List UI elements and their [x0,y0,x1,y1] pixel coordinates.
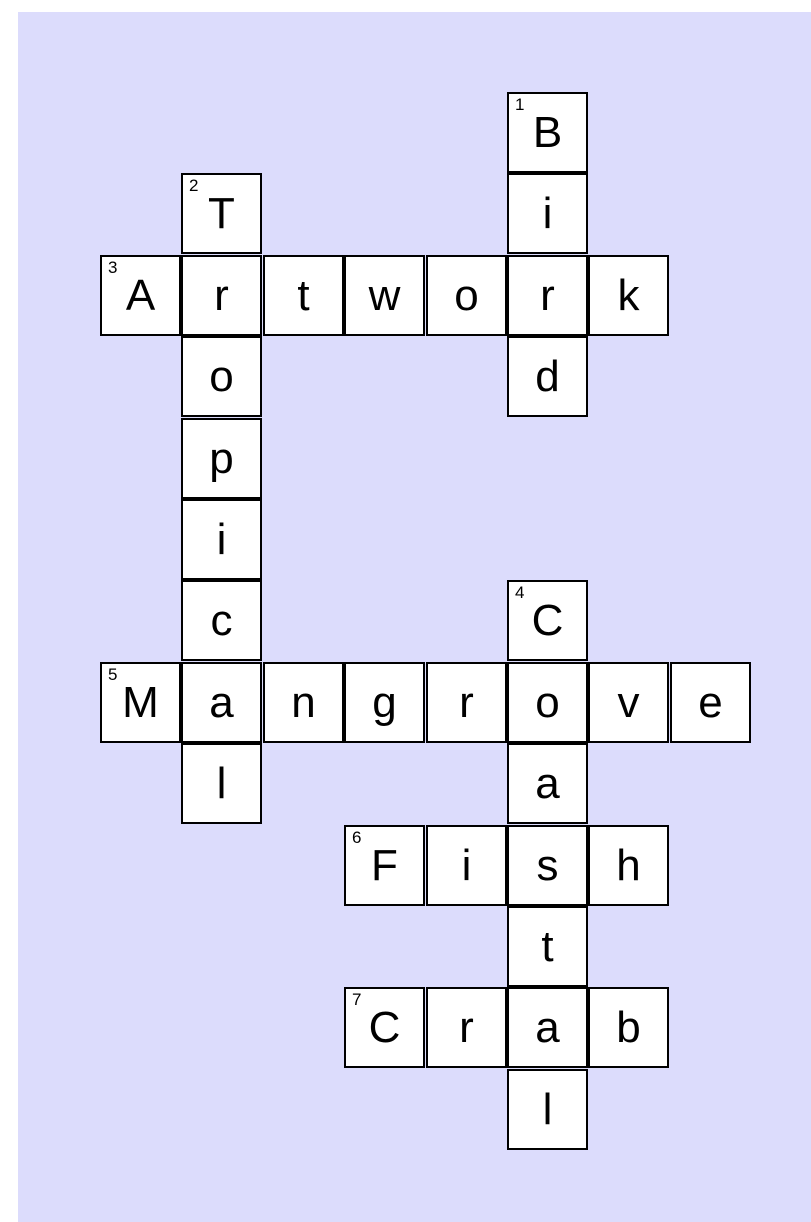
cell-letter: o [535,677,560,727]
cell-letter: o [209,351,234,401]
grid-cell[interactable] [263,255,344,336]
cell-letter: A [125,270,156,320]
grid-cell[interactable] [507,825,588,906]
grid-cell[interactable] [344,662,425,743]
grid-cell[interactable] [181,743,262,824]
grid-cell[interactable] [507,906,588,987]
clue-number: 3 [108,258,118,277]
grid-cell[interactable] [670,662,751,743]
grid-cell[interactable] [426,255,507,336]
grid-cell[interactable] [588,662,669,743]
grid-cell[interactable] [100,662,181,743]
cell-letter: w [368,270,401,320]
cell-letter: B [532,107,563,157]
cell-letter: i [216,514,227,564]
clue-number: 5 [108,665,118,684]
grid-cell[interactable] [100,255,181,336]
grid-cell[interactable] [344,255,425,336]
grid-cell[interactable] [588,825,669,906]
cell-letter: n [291,677,316,727]
clue-number: 7 [352,990,362,1009]
grid-cell[interactable] [263,662,344,743]
clue-number: 6 [352,828,362,847]
cell-letter: v [617,677,640,727]
grid-cell[interactable] [181,499,262,580]
grid-cell[interactable] [507,255,588,336]
grid-cell[interactable] [344,825,425,906]
grid-cell[interactable] [507,173,588,254]
grid-cell[interactable] [507,987,588,1068]
cell-letter: g [372,677,397,727]
cell-letter: C [531,595,564,645]
crossword-board [18,12,811,1222]
grid-cell[interactable] [588,987,669,1068]
cell-letter: l [542,1084,553,1134]
grid-cell[interactable] [181,336,262,417]
grid-cell[interactable] [588,255,669,336]
cell-letter: t [541,921,554,971]
grid-cell[interactable] [181,662,262,743]
cell-letter: F [371,840,398,890]
clue-number: 2 [189,176,199,195]
grid-cell[interactable] [507,1069,588,1150]
cell-letter: a [535,1002,560,1052]
grid-cell[interactable] [181,255,262,336]
grid-cell[interactable] [426,662,507,743]
cell-letter: k [617,270,640,320]
grid-cell[interactable] [344,987,425,1068]
grid-cell[interactable] [507,662,588,743]
cell-letter: a [535,758,560,808]
cell-letter: l [216,758,227,808]
clue-number: 1 [515,95,525,114]
grid-cell[interactable] [426,825,507,906]
cell-letter: C [368,1002,401,1052]
cell-letter: b [616,1002,641,1052]
grid-cell[interactable] [507,580,588,661]
cell-letter: M [122,677,159,727]
grid-cell[interactable] [426,987,507,1068]
cell-letter: t [297,270,310,320]
grid-cell[interactable] [181,580,262,661]
cell-letter: s [536,840,559,890]
cell-letter: a [209,677,234,727]
cell-letter: o [454,270,479,320]
cell-letter: r [540,270,555,320]
grid-cell[interactable] [507,92,588,173]
clue-number: 4 [515,583,525,602]
grid-cell[interactable] [181,173,262,254]
cell-letter: e [698,677,723,727]
cell-letter: r [214,270,229,320]
cell-letter: i [542,188,553,238]
cell-letter: T [208,188,235,238]
cell-letter: d [535,351,560,401]
grid-cell[interactable] [507,336,588,417]
cell-letter: i [461,840,472,890]
cell-letter: p [209,433,234,483]
cell-letter: r [459,677,474,727]
grid-cell[interactable] [181,418,262,499]
cell-letter: r [459,1002,474,1052]
cell-letter: h [616,840,641,890]
cell-letter: c [210,595,233,645]
grid-cell[interactable] [507,743,588,824]
